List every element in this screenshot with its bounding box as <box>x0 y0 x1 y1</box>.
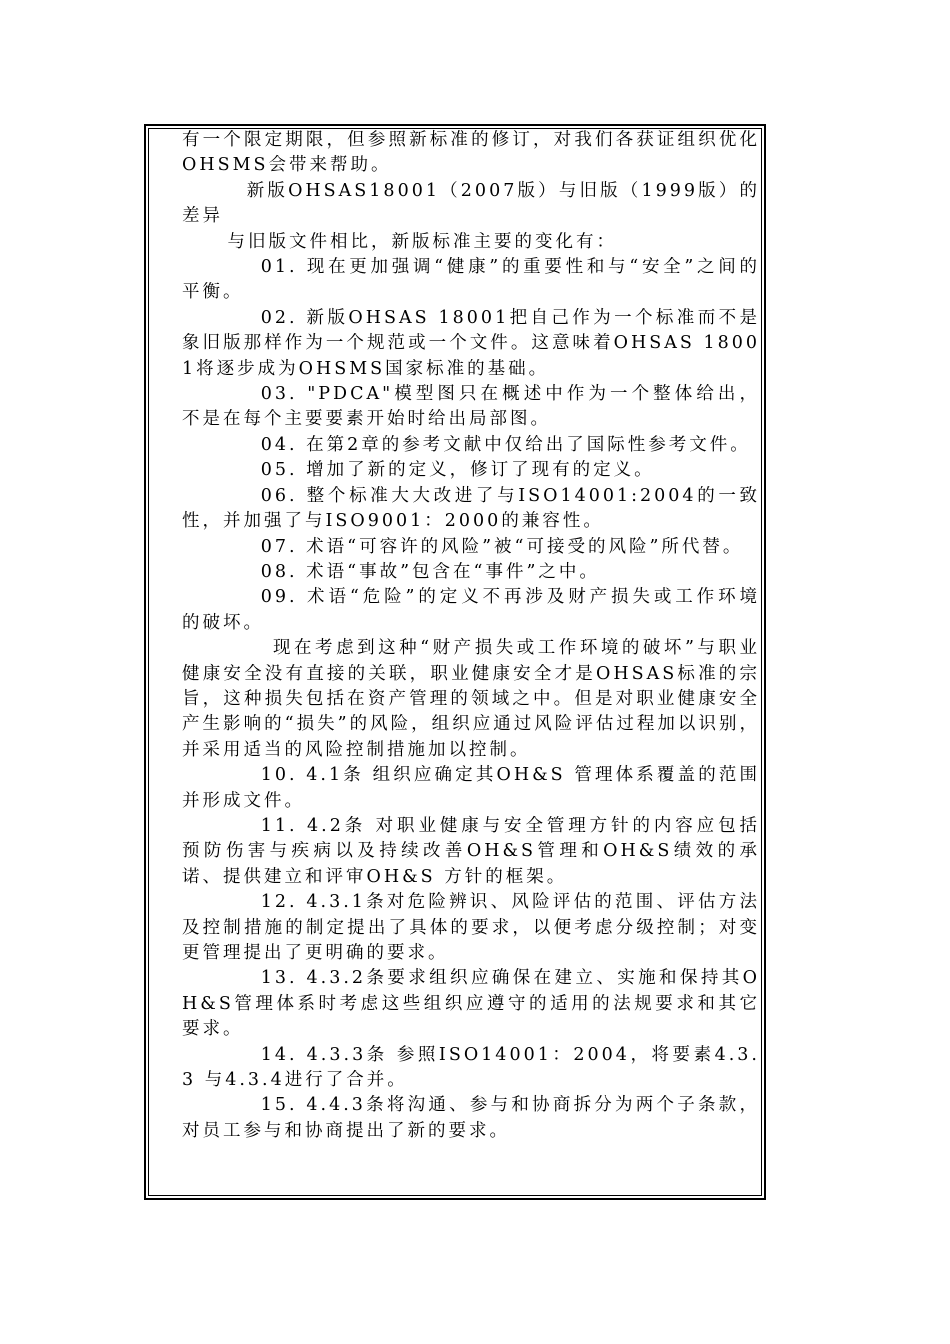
list-item: 14. 4.3.3条 参照ISO14001：2004，将要素4.3.3 与4.3.4进行了合并。 <box>182 1044 760 1091</box>
paragraph: 有一个限定期限，但参照新标准的修订，对我们各获证组织优化OHSMS会带来帮助。 <box>182 130 760 176</box>
list-item: 11. 4.2条 对职业健康与安全管理方针的内容应包括预防伤害与疾病以及持续改善OH&S管理和OH&S绩效的承诺、提供建立和评审OH&S 方针的框架。 <box>182 815 760 887</box>
list-item: 09. 术语“危险”的定义不再涉及财产损失或工作环境的破坏。 <box>182 587 760 633</box>
list-item: 01. 现在更加强调“健康”的重要性和与“安全”之间的平衡。 <box>182 257 760 303</box>
list-item: 05. 增加了新的定义，修订了现有的定义。 <box>260 460 655 481</box>
list-item: 06. 整个标准大大改进了与ISO14001:2004的一致性，并加强了与ISO9001：2000的兼容性。 <box>182 485 760 532</box>
list-item: 04. 在第2章的参考文献中仅给出了国际性参考文件。 <box>260 434 751 455</box>
list-item: 02. 新版OHSAS 18001把自己作为一个标准而不是象旧版那样作为一个规范或一个文件。这意味着OHSAS 18001将逐步成为OHSMS国家标准的基础。 <box>182 307 760 379</box>
list-item: 12. 4.3.1条对危险辨识、风险评估的范围、评估方法及控制措施的制定提出了具体的要求，以便考虑分级控制；对变更管理提出了更明确的要求。 <box>182 892 760 963</box>
list-item: 08. 术语“事故”包含在“事件”之中。 <box>260 561 600 582</box>
paragraph: 现在考虑到这种“财产损失或工作环境的破坏”与职业健康安全没有直接的关联，职业健康安全才是OHSAS标准的宗旨，这种损失包括在资产管理的领域之中。但是对职业健康安全产生影响的“损失”的风险，组织应通过风险评估过程加以识别，并采用适当的风险控制措施加以控制。 <box>182 638 760 760</box>
paragraph: 与旧版文件相比，新版标准主要的变化有： <box>227 231 617 252</box>
document-body <box>182 128 760 1144</box>
list-item: 13. 4.3.2条要求组织应确保在建立、实施和保持其OH&S管理体系时考虑这些组织应遵守的适用的法规要求和其它要求。 <box>182 968 760 1040</box>
section-heading: 新版OHSAS18001（2007版）与旧版（1999版）的差异 <box>182 180 760 227</box>
list-item: 15. 4.4.3条将沟通、参与和协商拆分为两个子条款，对员工参与和协商提出了新的要求。 <box>182 1095 760 1141</box>
list-item: 07. 术语“可容许的风险”被“可接受的风险”所代替。 <box>260 536 744 557</box>
list-item: 10. 4.1条 组织应确定其OH&S 管理体系覆盖的范围并形成文件。 <box>182 765 760 811</box>
list-item: 03. "PDCA"模型图只在概述中作为一个整体给出，不是在每个主要要素开始时给出局部图。 <box>182 384 760 430</box>
